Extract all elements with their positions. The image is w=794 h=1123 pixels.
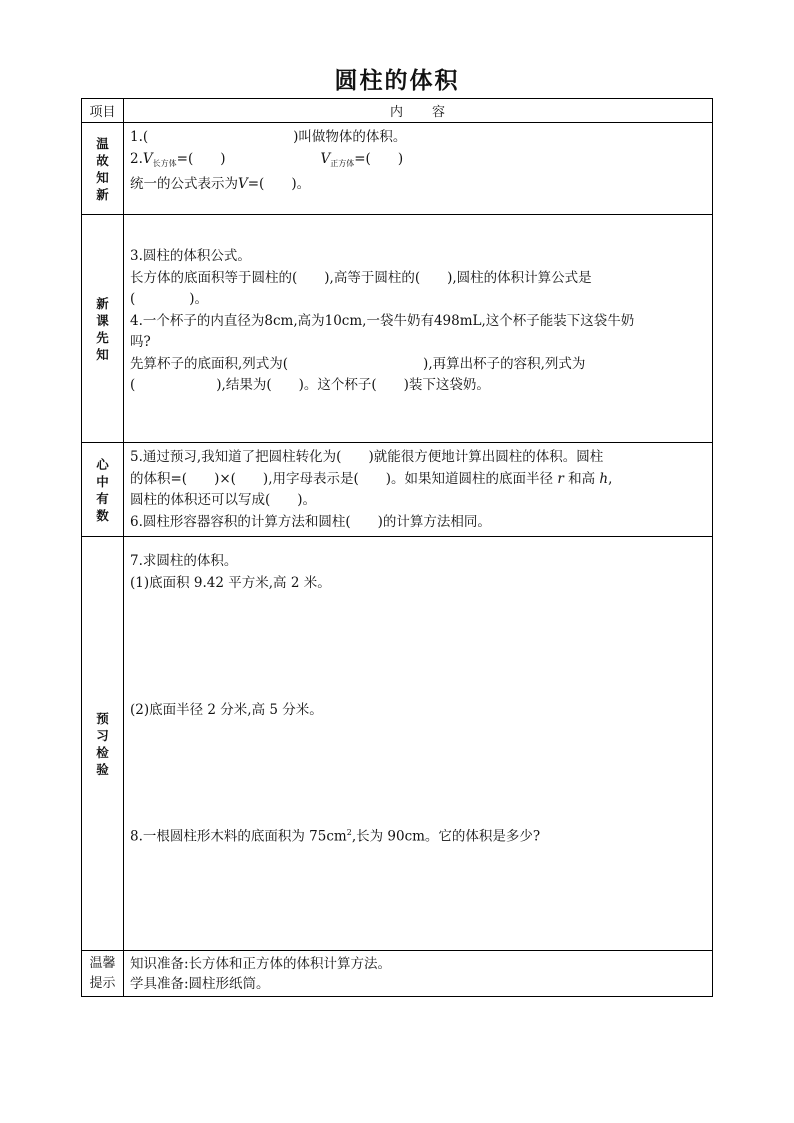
page-title: 圆柱的体积	[334, 68, 460, 94]
answer-space-7-2	[130, 722, 706, 822]
preview-content	[124, 215, 713, 443]
tips-row	[82, 951, 713, 997]
question-8: 8.一根圆柱形木料的底面积为 $75cm^2$,长为 90cm。它的体积是多少?	[130, 827, 541, 844]
question-4-tail: ( ),结果为( )。这个杯子( )装下这袋奶。	[130, 377, 490, 393]
question-3-body: 长方体的底面积等于圆柱的( ),高等于圆柱的( ),圆柱的体积计算公式是	[130, 269, 592, 286]
question-2-unified: 统一的公式表示为V=( )。	[130, 176, 311, 192]
header-content: 内 容	[124, 99, 713, 123]
review-row	[82, 123, 713, 215]
question-5-line-3: 圆柱的体积还可以写成( )。	[130, 492, 317, 508]
question-4-body: 先算杯子的底面积,列式为( ),再算出杯子的容积,列式为	[130, 355, 586, 372]
mind-row	[82, 443, 713, 537]
tips-content	[124, 951, 713, 997]
check-content	[124, 537, 713, 951]
check-row	[82, 537, 713, 951]
question-6: 6.圆柱形容器容积的计算方法和圆柱( )的计算方法相同。	[130, 513, 491, 530]
tip-tools: 学具准备:圆柱形纸筒。	[130, 976, 270, 992]
question-5-line-1: 5.通过预习,我知道了把圆柱转化为( )就能很方便地计算出圆柱的体积。圆柱	[130, 449, 604, 465]
header-row	[82, 99, 713, 123]
preview-label: 新 课 先 知	[82, 215, 124, 443]
question-4-title: 4.一个杯子的内直径为8cm,高为10cm,一袋牛奶有498mL,这个杯子能装下这袋牛奶	[130, 312, 635, 329]
review-label: 温 故 知 新	[82, 123, 124, 215]
check-label: 预 习 检 验	[82, 537, 124, 951]
answer-space-7-1	[130, 594, 706, 700]
question-7-part-1: (1)底面积 9.42 平方米,高 2 米。	[130, 574, 331, 591]
question-3-title: 3.圆柱的体积公式。	[130, 248, 251, 264]
tip-knowledge: 知识准备:长方体和正方体的体积计算方法。	[130, 956, 392, 972]
header-item: 项目	[82, 99, 124, 123]
preview-row	[82, 215, 713, 443]
tips-label: 温馨 提示	[82, 951, 124, 997]
mind-label: 心 中 有 数	[82, 443, 124, 537]
question-3-tail: ( )。	[130, 291, 209, 307]
question-7-title: 7.求圆柱的体积。	[130, 553, 238, 569]
question-2: $2.V_{长方体}=$( ) $V_{正方体}=$( )	[130, 150, 404, 168]
review-content	[124, 123, 713, 215]
worksheet-table	[81, 98, 713, 997]
mind-content	[124, 443, 713, 537]
question-7-part-2: (2)底面半径 2 分米,高 5 分米。	[130, 702, 323, 718]
question-4-title-cont: 吗?	[130, 334, 151, 350]
question-1: 1.( )叫做物体的体积。	[130, 129, 407, 145]
question-5-line-2: 的体积=( )×( ),用字母表示是( )。如果知道圆柱的底面半径 r 和高 h,	[130, 470, 613, 487]
